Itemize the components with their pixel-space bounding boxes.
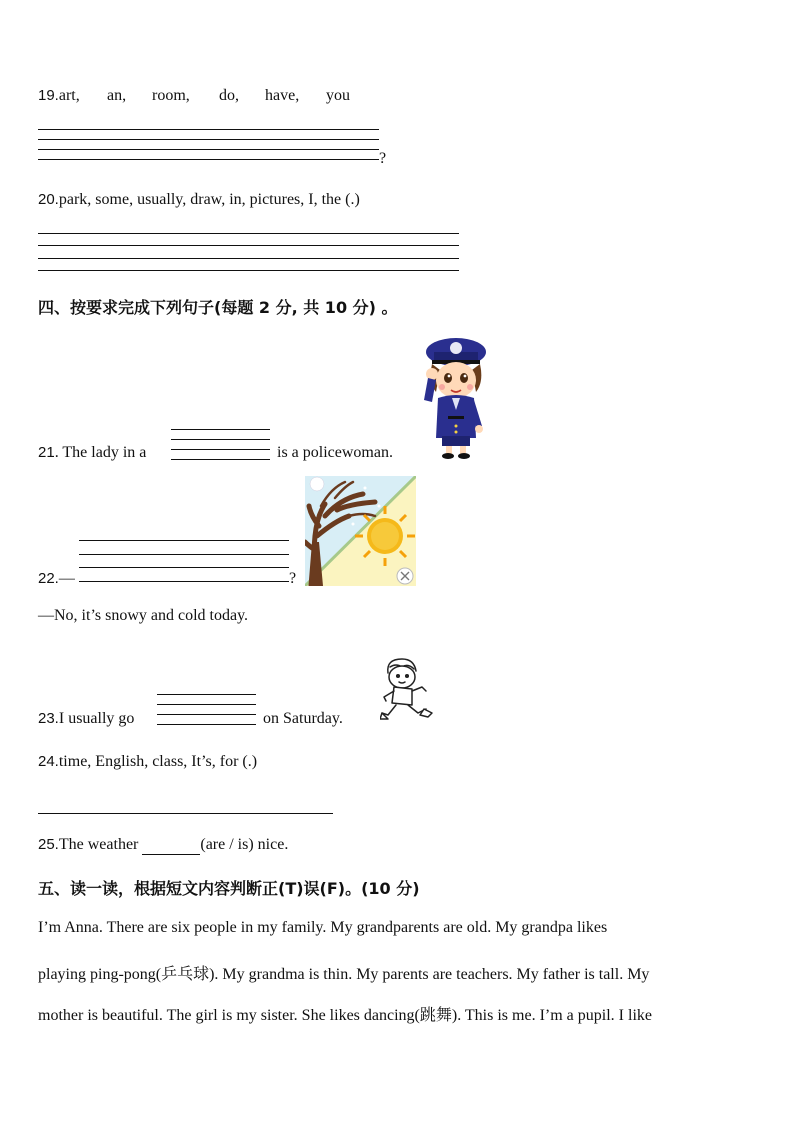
- q21-after: is a policewoman.: [277, 444, 393, 461]
- q19-word-4: do,: [219, 87, 239, 104]
- q19-question-mark: ?: [379, 150, 387, 167]
- q25-number: 25.: [38, 836, 59, 853]
- q23-answer-line-4[interactable]: [157, 724, 256, 725]
- q22-answer-line-4[interactable]: [79, 581, 289, 582]
- q19-line: [38, 87, 80, 105]
- q21-answer-line-2[interactable]: [171, 439, 270, 440]
- q20-line: [38, 191, 360, 209]
- q20-answer-line-3[interactable]: [38, 258, 459, 259]
- q21-line: [38, 444, 146, 462]
- passage-line-2: playing ping-pong(乒乓球). My grandma is thin. My parents are teachers. My father is tall. My: [38, 966, 650, 983]
- q21-number: 21: [38, 444, 55, 461]
- q22-answer-line-2[interactable]: [79, 554, 289, 555]
- q19-answer-line-4[interactable]: [38, 159, 379, 160]
- policewoman-icon: [418, 330, 494, 462]
- section4-heading: 四、按要求完成下列句子(每题 2 分, 共 10 分) 。: [38, 298, 398, 317]
- q20-answer-line-2[interactable]: [38, 245, 459, 246]
- q19-answer-line-3[interactable]: [38, 149, 379, 150]
- q25-blank[interactable]: [142, 836, 200, 855]
- q19-number: 19.: [38, 87, 59, 104]
- q19-answer-line-1[interactable]: [38, 129, 379, 130]
- q23-answer-line-2[interactable]: [157, 704, 256, 705]
- q21-answer-line-1[interactable]: [171, 429, 270, 430]
- q23-answer-line-3[interactable]: [157, 714, 256, 715]
- q21-before: . The lady in a: [54, 444, 147, 461]
- q24-number: 24.: [38, 753, 59, 770]
- q19-word-2: an,: [107, 87, 127, 104]
- q22-line: [38, 570, 75, 588]
- q22-question-mark: ?: [289, 570, 297, 587]
- q20-words: park, some, usually, draw, in, pictures, I, the (.): [58, 191, 360, 208]
- section5-heading: 五、读一读，根据短文内容判断正(T)误(F)。(10 分): [38, 879, 420, 898]
- q19-word-6: you: [326, 87, 350, 104]
- q21-answer-line-3[interactable]: [171, 449, 270, 450]
- weather-icon: [305, 476, 416, 586]
- q25-before: The weather: [58, 836, 139, 853]
- q25-line: [38, 836, 288, 855]
- q19-word-3: room,: [152, 87, 190, 104]
- q19-answer-line-2[interactable]: [38, 139, 379, 140]
- q20-answer-line-4[interactable]: [38, 270, 459, 271]
- q20-number: 20.: [38, 191, 59, 208]
- q24-line: [38, 753, 257, 771]
- q21-answer-line-4[interactable]: [171, 459, 270, 460]
- q19-word-5: have,: [265, 87, 300, 104]
- q23-answer-line-1[interactable]: [157, 694, 256, 695]
- q23-before: I usually go: [58, 710, 135, 727]
- q23-line: [38, 710, 134, 728]
- running-boy-icon: [380, 657, 436, 725]
- passage-line-1: I’m Anna. There are six people in my family. My grandparents are old. My grandpa likes: [38, 919, 608, 936]
- q24-words: time, English, class, It’s, for (.): [58, 753, 258, 770]
- q23-after: on Saturday.: [263, 710, 343, 727]
- q24-answer-line[interactable]: [38, 813, 333, 814]
- q22-number: 22.: [38, 570, 59, 587]
- passage-line-3: mother is beautiful. The girl is my sister. She likes dancing(跳舞). This is me. I’m a pupil. I like: [38, 1007, 652, 1024]
- q22-answer-text: —No, it’s snowy and cold today.: [38, 607, 249, 624]
- q22-answer-line-3[interactable]: [79, 567, 289, 568]
- q22-answer-line-1[interactable]: [79, 540, 289, 541]
- q19-word-1: art,: [58, 87, 80, 104]
- q20-answer-line-1[interactable]: [38, 233, 459, 234]
- q25-after: (are / is) nice.: [200, 836, 289, 853]
- q22-dash: —: [58, 570, 75, 587]
- q23-number: 23.: [38, 710, 59, 727]
